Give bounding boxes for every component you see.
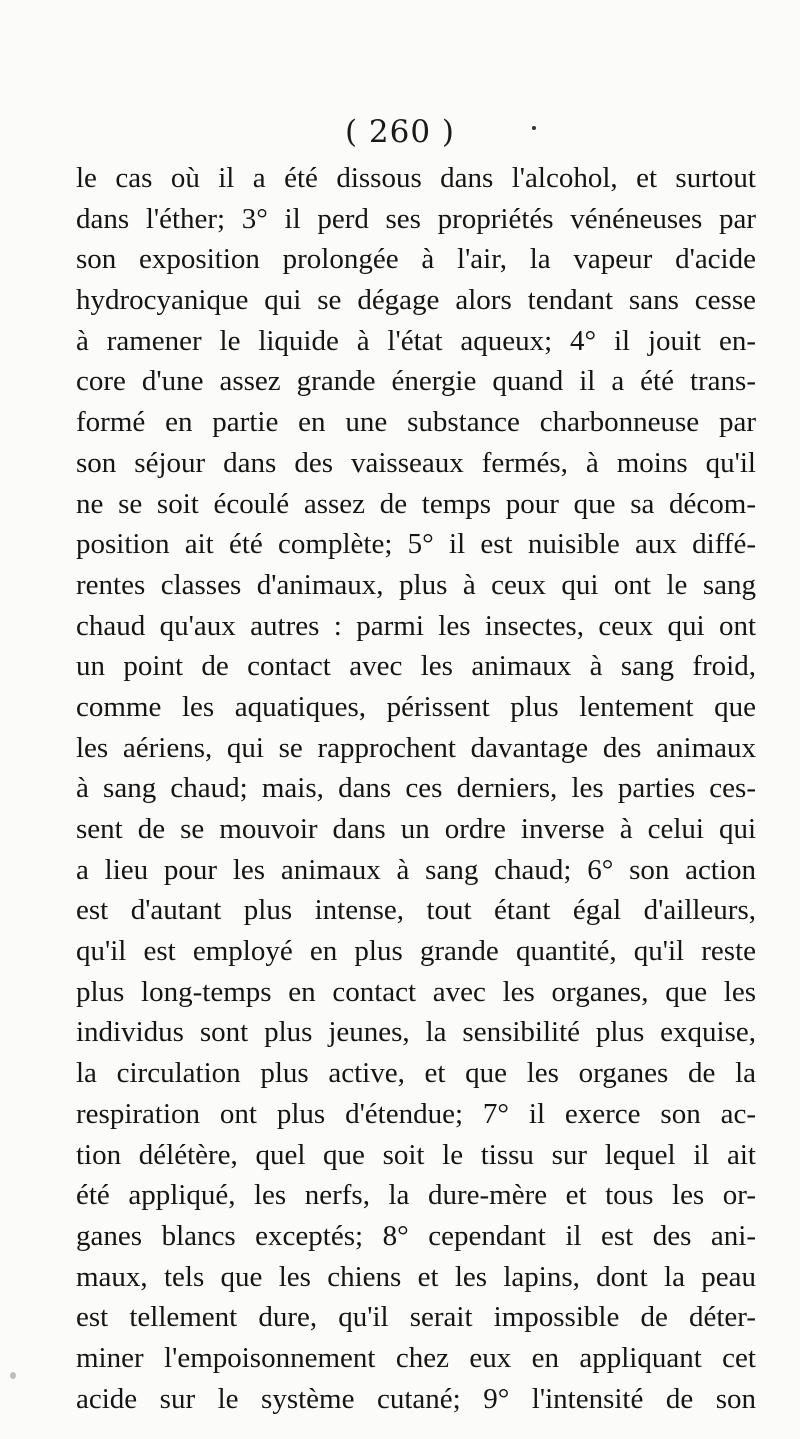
- text-line: respiration ont plus d'étendue; 7° il exerce son ac-: [76, 1097, 756, 1130]
- text-line: plus long-temps en contact avec les organes, que les: [76, 975, 756, 1008]
- text-line: à sang chaud; mais, dans ces derniers, les parties ces-: [76, 772, 756, 805]
- text-line: dans l'éther; 3° il perd ses propriétés vénéneuses par: [76, 202, 756, 235]
- text-line: comme les aquatiques, périssent plus lentement que: [76, 690, 756, 723]
- text-line: qu'il est employé en plus grande quantité, qu'il reste: [76, 935, 756, 968]
- paper-speck: [10, 1372, 16, 1379]
- text-line: le cas où il a été dissous dans l'alcohol, et surtout: [76, 162, 756, 194]
- text-line: son exposition prolongée à l'air, la vapeur d'acide: [76, 243, 756, 276]
- text-line: chaud qu'aux autres : parmi les insectes, ceux qui ont: [76, 609, 756, 642]
- text-line: été appliqué, les nerfs, la dure-mère et tous les or-: [76, 1179, 756, 1212]
- text-line: acide sur le système cutané; 9° l'intensité de son: [76, 1382, 756, 1415]
- text-line: est tellement dure, qu'il serait impossible de déter-: [76, 1301, 756, 1334]
- text-line: un point de contact avec les animaux à sang froid,: [76, 650, 756, 683]
- text-line: hydrocyanique qui se dégage alors tendant sans cesse: [76, 284, 756, 317]
- text-line: est d'autant plus intense, tout étant égal d'ailleurs,: [76, 894, 756, 927]
- page-number: ( 260 ): [344, 114, 456, 150]
- text-line: à ramener le liquide à l'état aqueux; 4° il jouit en-: [76, 324, 756, 357]
- text-line: miner l'empoisonnement chez eux en appliquant cet: [76, 1341, 756, 1374]
- text-line: la circulation plus active, et que les organes de la: [76, 1057, 756, 1090]
- text-line: ne se soit écoulé assez de temps pour que sa décom-: [76, 487, 756, 520]
- text-line: core d'une assez grande énergie quand il a été trans-: [76, 365, 756, 398]
- text-line: position ait été complète; 5° il est nuisible aux diffé-: [76, 528, 756, 561]
- text-line: ganes blancs exceptés; 8° cependant il est des ani-: [76, 1219, 756, 1252]
- text-line: sent de se mouvoir dans un ordre inverse à celui qui: [76, 813, 756, 845]
- text-line: formé en partie en une substance charbonneuse par: [76, 406, 756, 439]
- text-line: les aériens, qui se rapprochent davantage des animaux: [76, 731, 756, 764]
- text-line: rentes classes d'animaux, plus à ceux qui ont le sang: [76, 568, 756, 601]
- body-text: [76, 158, 756, 1419]
- text-line: tion délétère, quel que soit le tissu sur lequel il ait: [76, 1138, 756, 1171]
- text-line: son séjour dans des vaisseaux fermés, à moins qu'il: [76, 446, 756, 479]
- text-line: maux, tels que les chiens et les lapins, dont la peau: [76, 1260, 756, 1293]
- text-line: individus sont plus jeunes, la sensibilité plus exquise,: [76, 1016, 756, 1049]
- text-line: a lieu pour les animaux à sang chaud; 6° son action: [76, 853, 756, 886]
